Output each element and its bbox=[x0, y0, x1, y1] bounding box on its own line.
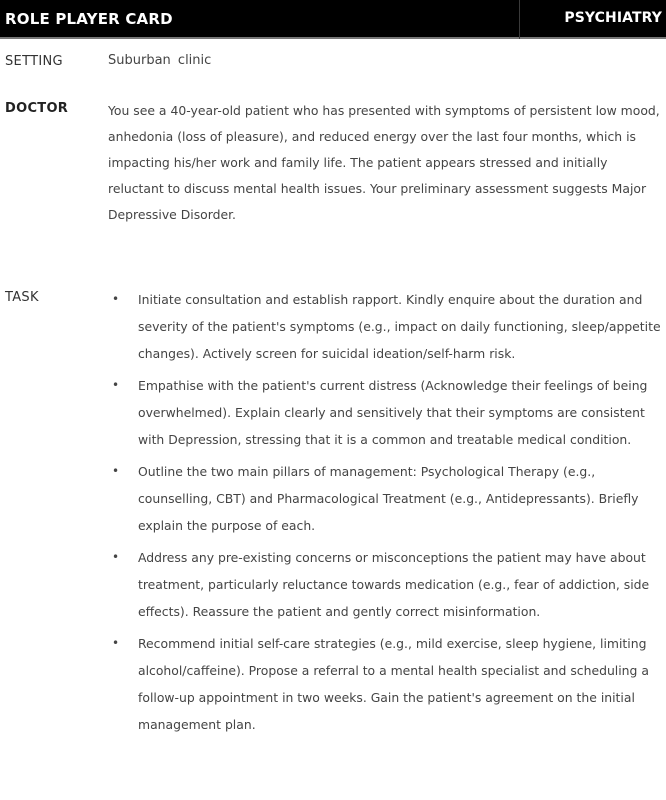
bullet-icon: • bbox=[112, 378, 120, 392]
setting-label: SETTING bbox=[5, 54, 63, 69]
card-title: ROLE PLAYER CARD bbox=[5, 10, 173, 28]
task-item-text: Initiate consultation and establish rapport. Kindly enquire about the duration and severity of the patient's symptoms (e.g., impact on daily functioning, sleep/appetite changes). Actively screen for suicidal ideation/self-harm risk. bbox=[138, 292, 661, 361]
bullet-icon: • bbox=[112, 636, 120, 650]
task-item bbox=[108, 544, 664, 625]
task-item bbox=[108, 372, 664, 453]
task-item bbox=[108, 286, 664, 367]
task-item-text: Empathise with the patient's current distress (Acknowledge their feelings of being overwhelmed). Explain clearly and sensitively that their symptoms are consistent with Depression, stressing that it is a common and treatable medical condition. bbox=[138, 378, 648, 447]
header-divider bbox=[519, 0, 520, 39]
specialty-label: PSYCHIATRY bbox=[564, 10, 662, 26]
task-list bbox=[108, 286, 664, 743]
bullet-icon: • bbox=[112, 464, 120, 478]
task-item-text: Recommend initial self-care strategies (e.g., mild exercise, sleep hygiene, limiting alcohol/caffeine). Propose a referral to a mental health specialist and scheduling a follow-up appointment in two weeks. Gain the patient's agreement on the initial management plan. bbox=[138, 636, 649, 732]
task-item bbox=[108, 458, 664, 539]
card-header bbox=[0, 0, 666, 39]
doctor-description: You see a 40-year-old patient who has presented with symptoms of persistent low mood, anhedonia (loss of pleasure), and reduced energy over the last four months, which is impacting his/her work and family life. The patient appears stressed and initially reluctant to discuss mental health issues. Your preliminary assessment suggests Major Depressive Disorder. bbox=[108, 103, 660, 222]
task-label: TASK bbox=[5, 290, 39, 305]
bullet-icon: • bbox=[112, 292, 120, 306]
setting-value: Suburban clinic bbox=[108, 53, 212, 68]
doctor-label: DOCTOR bbox=[5, 101, 69, 116]
task-item bbox=[108, 630, 664, 738]
bullet-icon: • bbox=[112, 550, 120, 564]
task-item-text: Address any pre-existing concerns or misconceptions the patient may have about treatment, particularly reluctance towards medication (e.g., fear of addiction, side effects). Reassure the patient and gently correct misinformation. bbox=[138, 550, 650, 619]
task-item-text: Outline the two main pillars of management: Psychological Therapy (e.g., counselling, CBT) and Pharmacological Treatment (e.g., Antidepressants). Briefly explain the purpose of each. bbox=[138, 464, 639, 533]
